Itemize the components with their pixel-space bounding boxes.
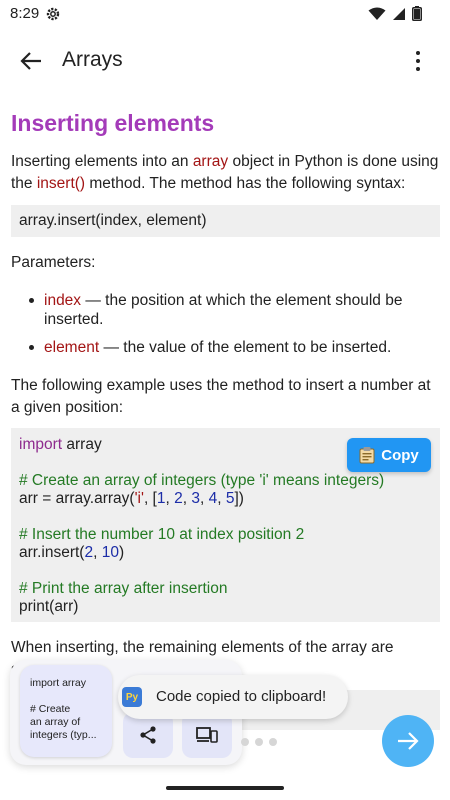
code-text: )	[118, 544, 125, 561]
code-string: 'i'	[134, 490, 144, 507]
copy-button[interactable]	[347, 438, 431, 472]
syntax-block	[11, 205, 440, 237]
copy-button-label: Copy	[381, 446, 419, 464]
code-comment: # Print the array after insertion	[19, 580, 228, 597]
share-icon	[138, 725, 158, 745]
python-icon: Py	[122, 687, 142, 707]
example-intro: The following example uses the method to insert a number at a given position:	[11, 377, 431, 416]
code-text: , [	[143, 490, 157, 507]
code-keyword: import	[19, 436, 63, 453]
code-text: ,	[93, 544, 102, 561]
list-item	[44, 291, 424, 329]
settings-gear-icon	[45, 6, 61, 27]
code-text: arr.insert(	[19, 544, 85, 561]
page-title: Arrays	[62, 48, 123, 71]
intro-text: object in Python is done using the	[11, 153, 439, 192]
clipboard-preview-card[interactable]	[20, 665, 112, 757]
param-desc: — the position at which the element should be inserted.	[44, 292, 403, 328]
section-title: Inserting elements	[11, 110, 215, 136]
param-name: element	[44, 339, 100, 356]
back-button[interactable]	[14, 46, 48, 76]
code-number: 4	[208, 490, 218, 507]
code-number: 10	[101, 544, 119, 561]
battery-icon	[412, 6, 422, 26]
code-line: print(arr)	[19, 598, 79, 615]
param-name: index	[44, 292, 82, 309]
clipboard-toast	[118, 675, 348, 719]
more-dot-icon	[416, 67, 420, 71]
pager-dot	[241, 738, 249, 746]
toast-text: Code copied to clipboard!	[156, 688, 327, 705]
arrow-back-icon	[20, 51, 42, 71]
signal-icon	[392, 7, 406, 26]
clipboard-preview-text: import array # Create an array of integers (typ...	[30, 677, 97, 741]
keyword-array: array	[192, 153, 229, 170]
code-line: arr = array.array('i', [1, 2, 3, 4, 5])	[19, 490, 244, 507]
intro-paragraph	[11, 151, 439, 195]
code-number: 3	[191, 490, 200, 507]
syntax-code: array.insert(index, element)	[19, 212, 207, 229]
devices-icon	[196, 726, 218, 744]
pager-dot	[269, 738, 277, 746]
app-bar	[0, 28, 450, 94]
code-line	[19, 436, 102, 454]
more-dot-icon	[416, 51, 420, 55]
code-number: 2	[174, 490, 183, 507]
code-number: 2	[84, 544, 94, 561]
code-comment: # Create an array of integers (type 'i' means integers)	[19, 472, 385, 489]
more-options-button[interactable]	[404, 46, 432, 76]
code-text: array	[62, 436, 102, 453]
status-bar	[0, 0, 450, 28]
wifi-icon	[368, 7, 386, 26]
parameters-list	[44, 291, 424, 329]
code-text: ])	[234, 490, 244, 507]
code-line	[19, 544, 124, 562]
more-dot-icon	[416, 59, 420, 63]
status-icons	[368, 6, 422, 26]
param-desc: — the value of the element to be inserted.	[99, 339, 392, 356]
after-paragraph: When inserting, the remaining elements of the array are	[11, 639, 394, 656]
code-text: arr = array.array(	[19, 490, 135, 507]
code-comment: # Insert the number 10 at index position 2	[19, 526, 305, 543]
pager-dot	[255, 738, 263, 746]
pager-dots	[241, 738, 277, 746]
code-number: 1	[156, 490, 166, 507]
list-item	[44, 338, 424, 357]
arrow-forward-icon	[397, 731, 419, 751]
next-button[interactable]	[382, 715, 434, 767]
keyword-insert: insert()	[36, 175, 86, 192]
status-time: 8:29	[10, 5, 40, 22]
intro-text: method. The method has the following syntax:	[85, 175, 406, 192]
home-indicator[interactable]	[166, 786, 284, 790]
intro-text: Inserting elements into an	[11, 153, 193, 170]
parameters-label: Parameters:	[11, 254, 96, 271]
code-number: 5	[225, 490, 235, 507]
parameters-list	[44, 338, 424, 357]
clipboard-icon	[359, 446, 375, 464]
